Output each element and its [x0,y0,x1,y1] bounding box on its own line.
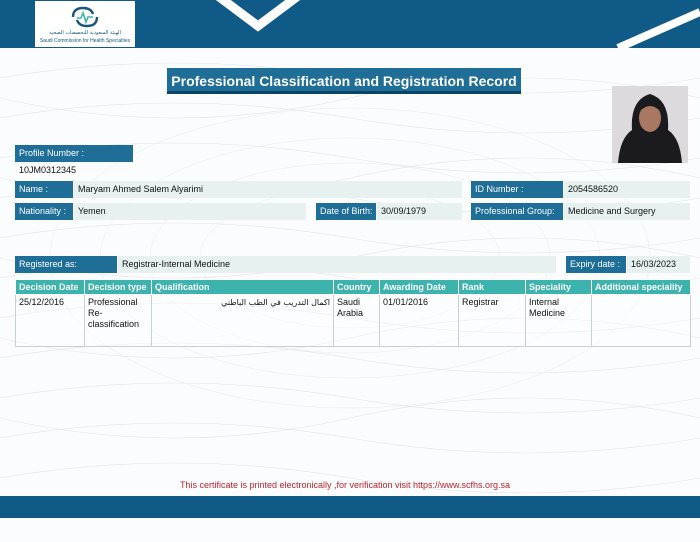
col-header-country: Country [334,280,380,295]
header-bar [0,0,700,48]
table-header-row [16,280,691,295]
id-number-value: 2054586520 [564,181,690,198]
col-header-speciality: Speciality [526,280,592,295]
professional-group-label: Professional Group: [471,203,563,220]
col-header-additional-speciality: Additional speciality [592,280,691,295]
person-photo-icon [612,86,688,163]
cell-additional-speciality [592,295,691,347]
profile-number-value: 10JM0312345 [19,165,77,175]
footer-bar [0,496,700,518]
col-header-decision-date: Decision Date [16,280,85,295]
scfhs-logo [35,1,135,47]
nationality-label: Nationality : [15,203,73,220]
logo-arabic-text: الهيئة السعودية للتخصصات الصحية [49,30,121,36]
expiry-date-value: 16/03/2023 [627,256,690,273]
cell-awarding-date: 01/01/2016 [380,295,459,347]
professional-group-value: Medicine and Surgery [564,203,690,220]
col-header-rank: Rank [459,280,526,295]
scfhs-logo-icon [69,5,101,29]
profile-photo [612,86,688,163]
registered-as-label: Registered as: [15,256,117,273]
name-label: Name : [15,181,73,198]
col-header-qualification: Qualification [152,280,334,295]
cell-decision-date: 25/12/2016 [16,295,85,347]
expiry-date-label: Expiry date : [566,256,626,273]
id-number-label: ID Number : [471,181,563,198]
nationality-value: Yemen [74,203,306,220]
col-header-decision-type: Decision type [85,280,152,295]
registration-table [15,279,691,347]
document-title: Professional Classification and Registration Record [167,68,521,94]
cell-rank: Registrar [459,295,526,347]
cell-country: Saudi Arabia [334,295,380,347]
dob-label: Date of Birth: [316,203,376,220]
cell-qualification: اكمال التدريب في الطب الباطني [152,295,334,347]
table-row [16,295,691,347]
cell-speciality: Internal Medicine [526,295,592,347]
name-value: Maryam Ahmed Salem Alyarimi [74,181,462,198]
registered-as-value: Registrar-Internal Medicine [118,256,556,273]
profile-number-label: Profile Number : [15,145,133,162]
logo-english-text: Saudi Commission for Health Specialties [39,38,131,44]
dob-value: 30/09/1979 [377,203,462,220]
cell-decision-type: Professional Re-classification [85,295,152,347]
col-header-awarding-date: Awarding Date [380,280,459,295]
verification-note: This certificate is printed electronically ,for verification visit https://www.scfhs.org.sa [179,480,511,490]
